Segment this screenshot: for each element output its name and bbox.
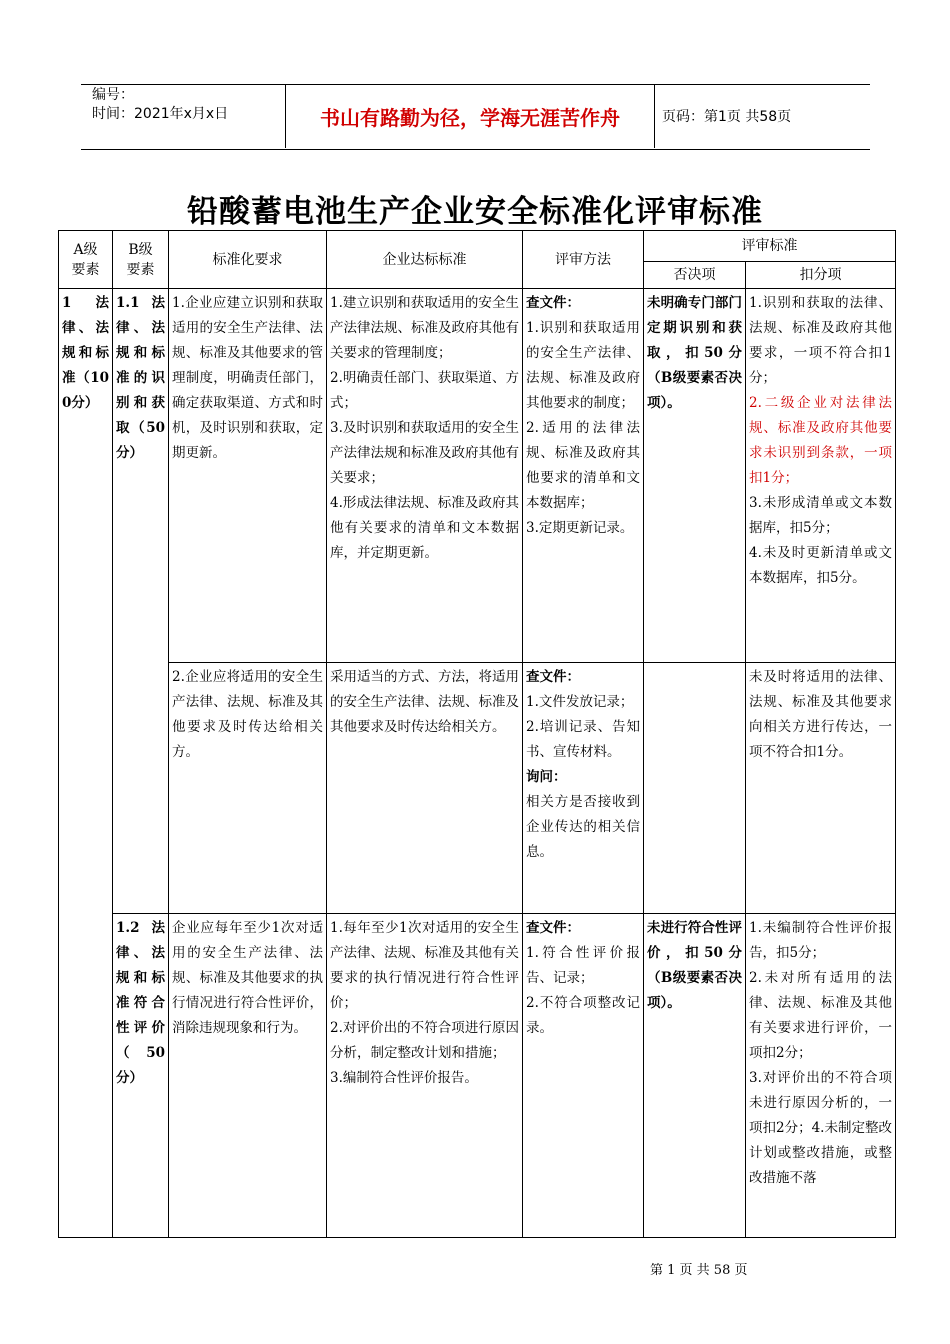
col-header-review-criteria: 评审标准 bbox=[644, 231, 896, 262]
method-heading: 询问： bbox=[526, 769, 567, 785]
header-bottom-rule bbox=[81, 149, 870, 150]
col-header-veto: 否决项 bbox=[644, 262, 746, 289]
document-time-label: 时间：2021年x月x日 bbox=[92, 106, 229, 122]
deduction-cell: 1.未编制符合性评价报告，扣5分； 2.未对所有适用的法律、法规、标准及其他有关要求进行评价，一项扣2分； 3.对评价出的不符合项未进行原因分析的，一项扣2分；4.未制定整改计划或整改措施，或整改措施不落 bbox=[746, 914, 896, 1238]
veto-cell: 未进行符合性评价，扣50分（B级要素否决项）。 bbox=[644, 914, 746, 1238]
veto-cell: 未明确专门部门定期识别和获取，扣50分（B级要素否决项）。 bbox=[644, 289, 746, 663]
col-header-deduction: 扣分项 bbox=[746, 262, 896, 289]
deduction-item: 3.未形成清单或文本数据库，扣5分； 4.未及时更新清单或文本数据库，扣5分。 bbox=[749, 495, 892, 586]
b-element-cell: 1.2 法律、法规和标准符合性评价（50分） bbox=[113, 914, 169, 1238]
col-header-a-element: A级 要素 bbox=[59, 231, 113, 289]
deduction-cell bbox=[746, 289, 896, 663]
requirement-cell: 1.企业应建立识别和获取适用的安全生产法律、法规、标准及其他要求的管理制度，明确责任部门，确定获取渠道、方式和时机，及时识别和获取，定期更新。 bbox=[169, 289, 327, 663]
method-cell bbox=[523, 914, 644, 1238]
requirement-cell: 2.企业应将适用的安全生产法律、法规、标准及其他要求及时传达给相关方。 bbox=[169, 663, 327, 914]
method-cell bbox=[523, 663, 644, 914]
table-row bbox=[59, 914, 896, 1238]
header-motto: 书山有路勤为径，学海无涯苦作舟 bbox=[285, 85, 655, 148]
requirement-cell: 企业应每年至少1次对适用的安全生产法律、法规、标准及其他要求的执行情况进行符合性评价，消除违规现象和行为。 bbox=[169, 914, 327, 1238]
method-heading: 查文件： bbox=[526, 920, 580, 936]
deduction-item-highlighted: 2.二级企业对法律法规、标准及政府其他要求未识别到条款，一项扣1分； bbox=[749, 395, 892, 486]
a-element-cell: 1 法律、法规和标准（100分） bbox=[59, 289, 113, 1238]
col-header-requirement: 标准化要求 bbox=[169, 231, 327, 289]
deduction-cell: 未及时将适用的法律、法规、标准及其他要求向相关方进行传达，一项不符合扣1分。 bbox=[746, 663, 896, 914]
col-header-compliance-standard: 企业达标标准 bbox=[327, 231, 523, 289]
standard-cell: 采用适当的方式、方法，将适用的安全生产法律、法规、标准及其他要求及时传达给相关方。 bbox=[327, 663, 523, 914]
col-header-b-element: B级 要素 bbox=[113, 231, 169, 289]
standard-cell: 1.建立识别和获取适用的安全生产法律法规、标准及政府其他有关要求的管理制度； 2.明确责任部门、获取渠道、方式； 3.及时识别和获取适用的安全生产法律法规和标准及政府其他有关要求； 4.形成法律法规、标准及政府其他有关要求的清单和文本数据库，并定期更新。 bbox=[327, 289, 523, 663]
document-title: 铅酸蓄电池生产企业安全标准化评审标准 bbox=[187, 194, 763, 230]
table-row bbox=[59, 289, 896, 663]
table-row bbox=[59, 663, 896, 914]
deduction-item: 1.识别和获取的法律、法规、标准及政府其他要求，一项不符合扣1分； bbox=[749, 295, 892, 386]
standards-table bbox=[58, 230, 896, 1238]
col-header-review-method: 评审方法 bbox=[523, 231, 644, 289]
document-number-label: 编号： bbox=[92, 87, 134, 103]
b-element-cell: 1.1 法律、法规和标准的识别和获取（50分） bbox=[113, 289, 169, 914]
header-left bbox=[92, 86, 228, 124]
header-page-info: 页码：第1页 共58页 bbox=[662, 109, 792, 125]
veto-cell bbox=[644, 663, 746, 914]
method-heading: 查文件： bbox=[526, 295, 580, 311]
page-footer: 第 1 页 共 58 页 bbox=[650, 1263, 748, 1278]
method-text: 1.符合性评价报告、记录； 2.不符合项整改记录。 bbox=[526, 945, 640, 1036]
method-text: 1.识别和获取适用的安全生产法律、法规、标准及政府其他要求的制度； 2.适用的法律法规、标准及政府其他要求的清单和文本数据库； 3.定期更新记录。 bbox=[526, 320, 640, 536]
method-heading: 查文件： bbox=[526, 669, 580, 685]
standard-cell: 1.每年至少1次对适用的安全生产法律、法规、标准及其他有关要求的执行情况进行符合性评价； 2.对评价出的不符合项进行原因分析，制定整改计划和措施； 3.编制符合性评价报告。 bbox=[327, 914, 523, 1238]
method-cell bbox=[523, 289, 644, 663]
method-text: 相关方是否接收到企业传达的相关信息。 bbox=[526, 794, 640, 860]
method-text: 1.文件发放记录； 2.培训记录、告知书、宣传材料。 bbox=[526, 694, 640, 760]
